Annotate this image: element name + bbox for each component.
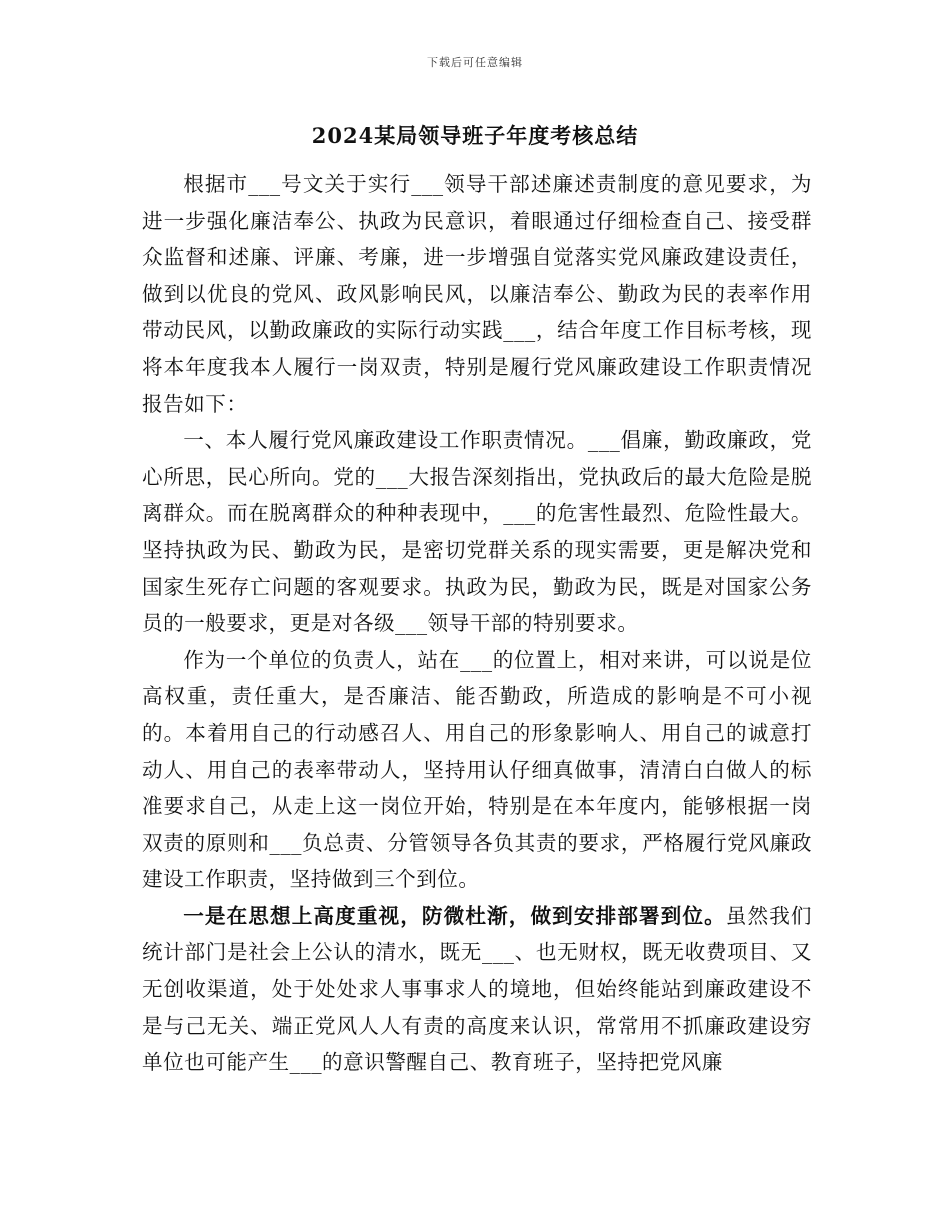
document-body [142, 166, 812, 1081]
paragraph-point-one-text: 虽然我们统计部门是社会上公认的清水，既无___、也无财权，既无收费项目、又无创收渠道，处于处处求人事事求人的境地，但始终能站到廉政建设不是与己无关、端正党风人人有责的高度来认识，常常用不抓廉政建设穷单位也可能产生___的意识警醒自己、教育班子，坚持把党风廉 [142, 903, 813, 1075]
paragraph-intro: 根据市___号文关于实行___领导干部述廉述责制度的意见要求，为进一步强化廉洁奉公、执政为民意识，着眼通过仔细检查自己、接受群众监督和述廉、评廉、考廉，进一步增强自觉落实党风廉政建设责任，做到以优良的党风、政风影响民风，以廉洁奉公、勤政为民的表率作用带动民风，以勤政廉政的实际行动实践___，结合年度工作目标考核，现将本年度我本人履行一岗双责，特别是履行党风廉政建设工作职责情况报告如下： [142, 172, 812, 416]
paragraph-responsibility: 作为一个单位的负责人，站在___的位置上，相对来讲，可以说是位高权重，责任重大，是否廉洁、能否勤政，所造成的影响是不可小视的。本着用自己的行动感召人、用自己的形象影响人、用自己的诚意打动人、用自己的表率带动人，坚持用认仔细真做事，清清白白做人的标准要求自己，从走上这一岗位开始，特别是在本年度内，能够根据一岗双责的原则和___负总责、分管领导各负其责的要求，严格履行党风廉政建设工作职责，坚持做到三个到位。 [142, 647, 812, 892]
header-note: 下载后可任意编辑 [427, 56, 523, 69]
paragraph-point-one [142, 898, 812, 1081]
paragraph-section-one: 一、本人履行党风廉政建设工作职责情况。___倡廉，勤政廉政，党心所思，民心所向。党的___大报告深刻指出，党执政后的最大危险是脱离群众。而在脱离群众的种种表现中，___的危害性最烈、危险性最大。坚持执政为民、勤政为民，是密切党群关系的现实需要，更是解决党和国家生死存亡问题的客观要求。执政为民，勤政为民，既是对国家公务员的一般要求，更是对各级___领导干部的特别要求。 [142, 428, 812, 636]
paragraph-lead-bold: 一是在思想上高度重视，防微杜渐，做到安排部署到位。 [183, 903, 726, 928]
document-title: 2024某局领导班子年度考核总结 [311, 123, 639, 148]
